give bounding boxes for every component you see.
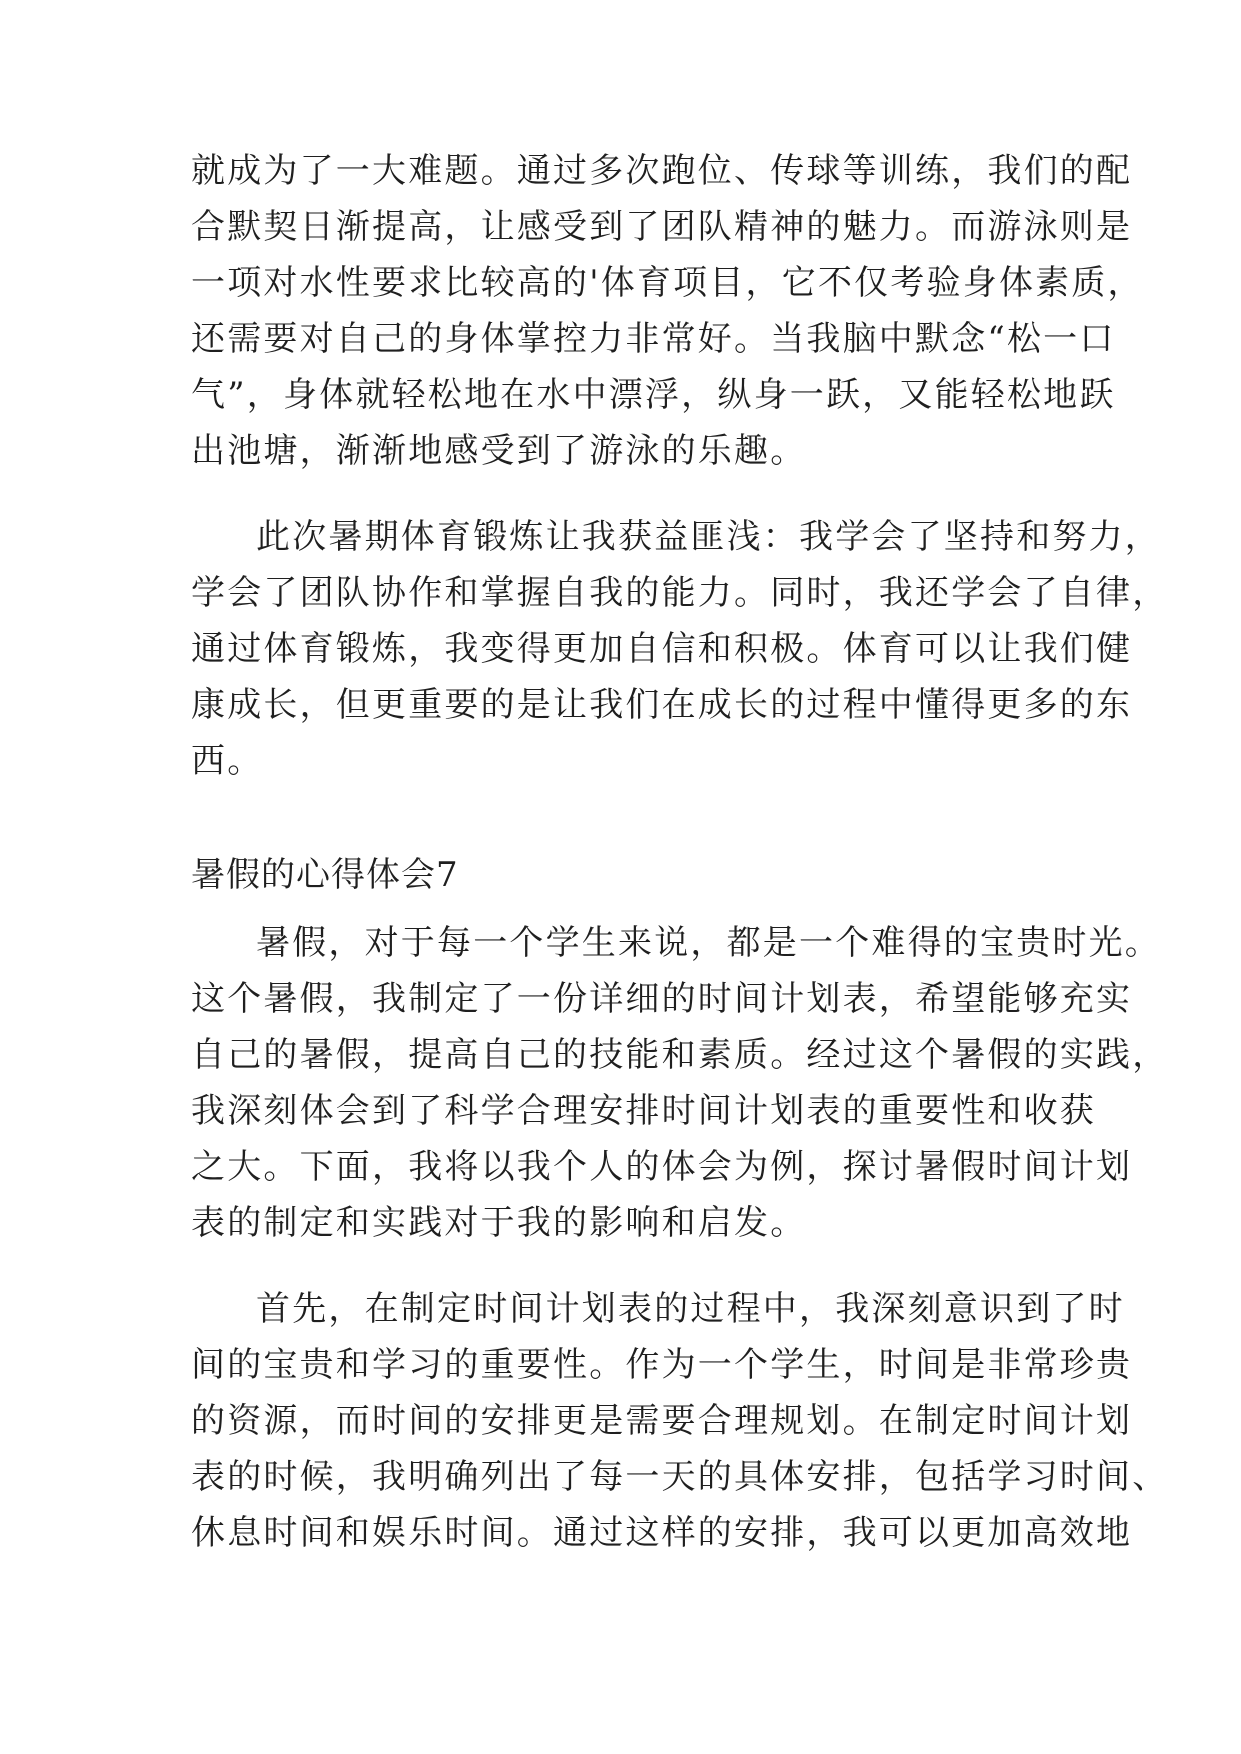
paragraph-line: 休息时间和娱乐时间。通过这样的安排，我可以更加高效地 — [191, 1513, 1133, 1553]
paragraph-line: 就成为了一大难题。通过多次跑位、传球等训练，我们的配 — [191, 151, 1133, 191]
paragraph-line: 还需要对自己的身体掌控力非常好。当我脑中默念“松一口 — [191, 319, 1116, 359]
paragraph-line: 通过体育锻炼，我变得更加自信和积极。体育可以让我们健 — [191, 629, 1133, 669]
paragraph-line: 气”，身体就轻松地在水中漂浮，纵身一跃，又能轻松地跃 — [191, 375, 1116, 415]
paragraph-line: 这个暑假，我制定了一份详细的时间计划表，希望能够充实 — [191, 979, 1133, 1019]
paragraph-line: 康成长，但更重要的是让我们在成长的过程中懂得更多的东 — [191, 685, 1133, 725]
paragraph-line: 出池塘，渐渐地感受到了游泳的乐趣。 — [191, 431, 807, 471]
paragraph-line: 一项对水性要求比较高的'体育项目，它不仅考验身体素质， — [191, 263, 1144, 303]
paragraph-line: 之大。下面，我将以我个人的体会为例，探讨暑假时间计划 — [191, 1147, 1133, 1187]
paragraph-line: 表的制定和实践对于我的影响和启发。 — [191, 1203, 807, 1243]
paragraph-line: 自己的暑假，提高自己的技能和素质。经过这个暑假的实践， — [191, 1035, 1169, 1075]
paragraph-line: 表的时候，我明确列出了每一天的具体安排，包括学习时间、 — [191, 1457, 1169, 1497]
paragraph-line: 学会了团队协作和掌握自我的能力。同时，我还学会了自律， — [191, 573, 1169, 613]
paragraph-line: 我深刻体会到了科学合理安排时间计划表的重要性和收获 — [191, 1091, 1096, 1131]
paragraph-line: 间的宝贵和学习的重要性。作为一个学生，时间是非常珍贵 — [191, 1345, 1133, 1385]
paragraph-line: 的资源，而时间的安排更是需要合理规划。在制定时间计划 — [191, 1401, 1133, 1441]
paragraph-line: 西。 — [191, 741, 264, 781]
paragraph-line: 合默契日渐提高，让感受到了团队精神的魅力。而游泳则是 — [191, 207, 1133, 247]
paragraph-line: 此次暑期体育锻炼让我获益匪浅：我学会了坚持和努力， — [256, 517, 1161, 557]
paragraph-line: 暑假，对于每一个学生来说，都是一个难得的宝贵时光。 — [256, 923, 1161, 963]
section-heading: 暑假的心得体会7 — [191, 855, 459, 895]
paragraph-line: 首先，在制定时间计划表的过程中，我深刻意识到了时 — [256, 1289, 1125, 1329]
